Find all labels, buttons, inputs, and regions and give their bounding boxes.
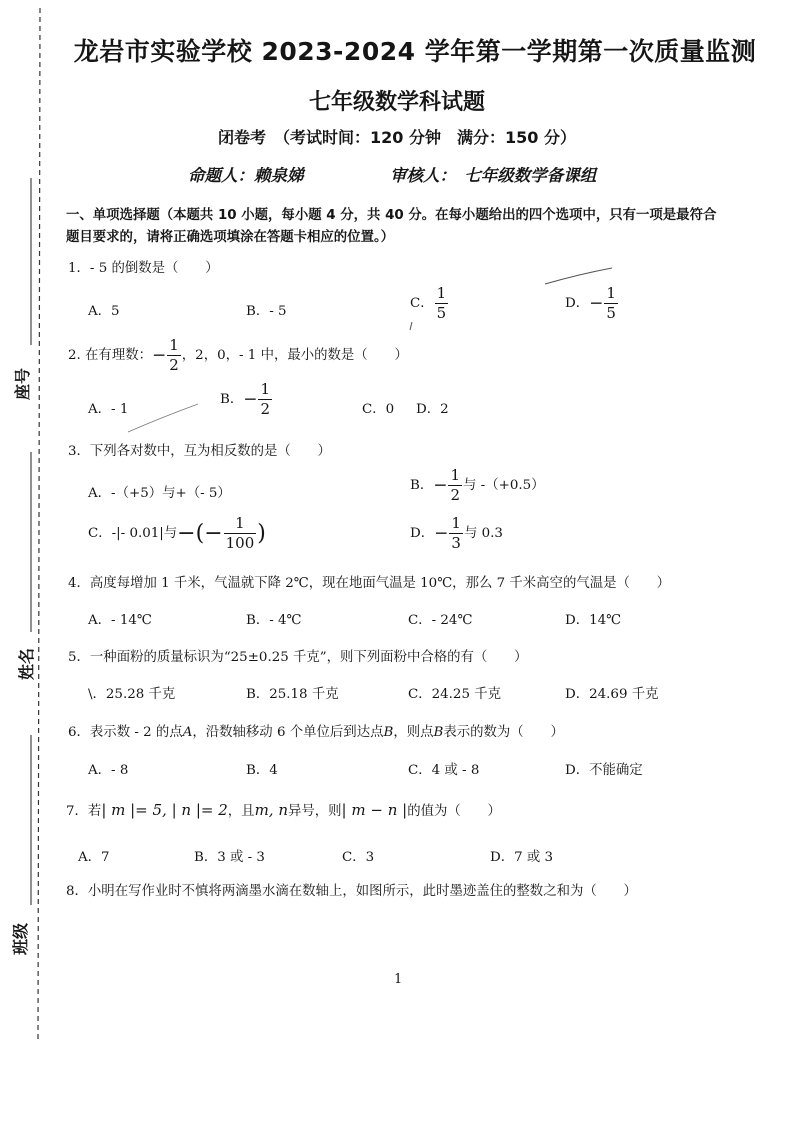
q4-option-d: D．14℃: [565, 613, 622, 628]
q2-option-c: C．0: [362, 402, 395, 417]
q6-point-b2: B: [433, 725, 444, 740]
seat-label: 座号: [13, 367, 32, 400]
q1-option-b: B．- 5: [246, 304, 287, 319]
q7-mid2: 异号，则: [287, 804, 342, 819]
q1-d-prefix: D．: [565, 296, 590, 311]
q2-b-prefix: B．: [220, 392, 244, 407]
author-label: 命题人：赖泉娣: [188, 166, 304, 185]
q5-option-d: D．24.69 千克: [565, 687, 659, 702]
q7-mid: ，且: [227, 804, 255, 819]
q2-post: ，2，0，- 1 中，最小的数是（ ）: [181, 348, 408, 363]
pen-stroke-2: [128, 404, 198, 432]
q6-pre: 6．表示数 - 2 的点: [68, 725, 183, 740]
exam-title: 龙岩市实验学校 2023-2024 学年第一学期第一次质量监测: [73, 37, 757, 66]
q3-stem: 3．下列各对数中，互为相反数的是（ ）: [68, 444, 331, 459]
class-label: 班级: [11, 922, 30, 955]
q7-abs-values: | m |= 5, | n |= 2: [101, 801, 228, 819]
q4-option-c: C．- 24℃: [408, 613, 473, 628]
q6-mid2: ，则点: [393, 725, 434, 740]
section-heading-line2: 题目要求的，请将正确选项填涂在答题卡相应的位置。）: [66, 230, 395, 245]
section-heading-line1: 一、单项选择题（本题共 10 小题，每小题 4 分，共 40 分。在每小题给出的四个选项中，只有一项是最符合: [66, 208, 717, 223]
pen-stroke-3: [410, 322, 412, 330]
q3-b-post: 与 -（+0.5）: [463, 478, 545, 493]
q3-c-close: ): [257, 521, 266, 546]
q2-b-den: 2: [260, 400, 271, 418]
q3-c-prefix: C．-|- 0.01|与: [88, 526, 178, 541]
q7-pre: 7．若: [66, 804, 102, 819]
reviewer-label: 审核人： 七年级数学备课组: [390, 166, 597, 185]
q3-b-sign: −: [433, 475, 448, 496]
q7-option-a: A．7: [78, 850, 110, 865]
q1-option-a: A．5: [88, 304, 120, 319]
q6-post: 表示的数为（ ）: [443, 725, 564, 740]
q3-b-den: 2: [450, 486, 461, 504]
q6-option-a: A．- 8: [88, 763, 129, 778]
q7-mn: m, n: [254, 801, 288, 819]
q1-d-den: 5: [606, 304, 616, 322]
q2-b-sign: −: [243, 389, 258, 410]
q5-option-a: \．25.28 千克: [88, 687, 176, 702]
q3-b-num: 1: [450, 466, 461, 484]
q1-c-num: 1: [436, 284, 447, 302]
q3-option-a: A．-（+5）与+（- 5）: [88, 486, 231, 501]
q6-point-a: A: [182, 725, 193, 740]
q6-option-c: C．4 或 - 8: [408, 763, 480, 778]
q3-d-post: 与 0.3: [463, 526, 503, 541]
q3-d-sign: −: [434, 523, 449, 544]
q1-d-num: 1: [606, 284, 616, 302]
q3-c-num: 1: [224, 516, 257, 534]
q3-c-den: 100: [225, 534, 255, 552]
q4-option-b: B．- 4℃: [246, 613, 302, 628]
q4-stem: 4．高度每增加 1 千米，气温就下降 2℃，现在地面气温是 10℃，那么 7 千米高空的气温是（ ）: [68, 576, 671, 591]
pen-stroke-1: [545, 268, 612, 284]
q7-post: 的值为（ ）: [407, 804, 501, 819]
q7-diff: | m − n |: [341, 801, 408, 819]
q8-stem: 8．小明在写作业时不慎将两滴墨水滴在数轴上，如图所示，此时墨迹盖住的整数之和为（ ）: [66, 884, 637, 899]
exam-info: 闭卷考 （考试时间：120 分钟 满分：150 分）: [218, 128, 576, 147]
page-number: 1: [394, 972, 403, 987]
q6-option-b: B．4: [246, 763, 278, 778]
q5-stem: 5．一种面粉的质量标识为“25±0.25 千克”，则下列面粉中合格的有（ ）: [68, 650, 528, 665]
q6-mid: ，沿数轴移动 6 个单位后到达点: [192, 725, 384, 740]
name-label: 姓名: [17, 647, 36, 680]
q3-b-prefix: B．: [410, 478, 434, 493]
q2-den: 2: [169, 356, 179, 374]
q7-option-c: C．3: [342, 850, 375, 865]
q3-d-den: 3: [451, 534, 461, 552]
q7-option-b: B．3 或 - 3: [194, 850, 265, 865]
q6-option-d: D．不能确定: [565, 763, 643, 778]
q1-d-sign: −: [589, 293, 604, 314]
q2-b-num: 1: [260, 380, 271, 398]
q2-num: 1: [169, 336, 179, 354]
q3-d-num: 1: [451, 514, 461, 532]
q3-c-sign: −(−: [177, 521, 223, 546]
q4-option-a: A．- 14℃: [88, 613, 152, 628]
q6-point-b: B: [383, 725, 394, 740]
q1-c-prefix: C．: [410, 296, 434, 311]
q2-option-d: D．2: [416, 402, 449, 417]
q1-stem: 1．- 5 的倒数是（ ）: [68, 261, 219, 276]
q5-option-b: B．25.18 千克: [246, 687, 339, 702]
q2-sign: −: [152, 345, 167, 366]
q2-option-a: A．- 1: [88, 402, 129, 417]
exam-subtitle: 七年级数学科试题: [308, 90, 485, 115]
q3-d-prefix: D．: [410, 526, 435, 541]
q1-c-den: 5: [436, 304, 447, 322]
q7-option-d: D．7 或 3: [490, 850, 554, 865]
q5-option-c: C．24.25 千克: [408, 687, 502, 702]
q2-pre: 2. 在有理数：: [68, 348, 152, 363]
